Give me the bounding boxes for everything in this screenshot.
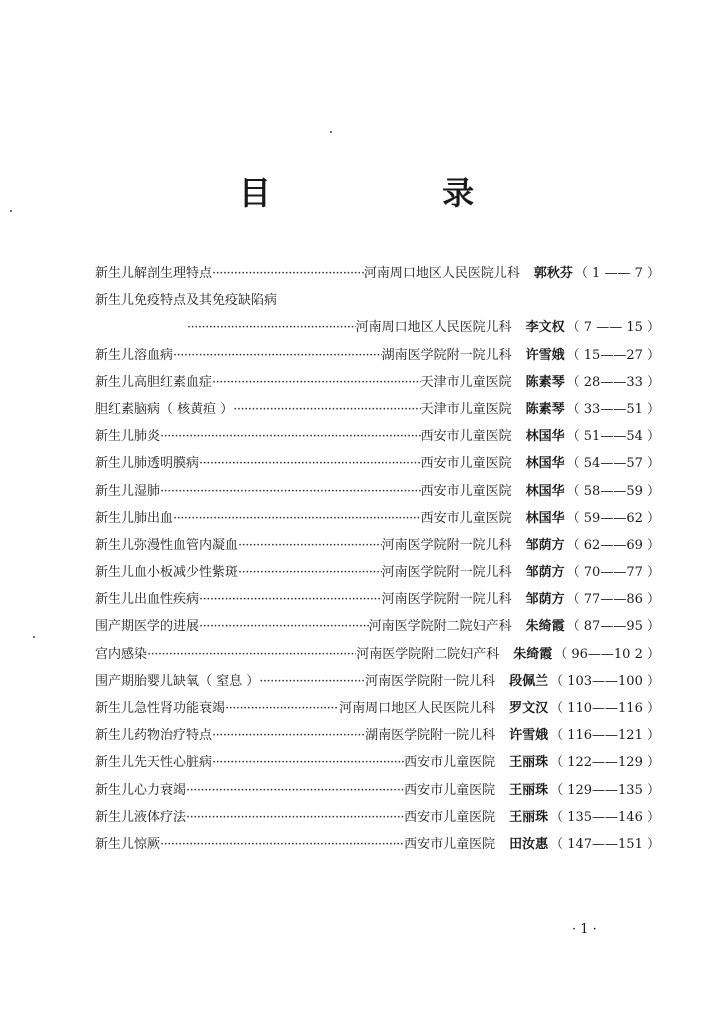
toc-entry xyxy=(95,615,660,642)
entry-author: 李文权 xyxy=(525,320,565,336)
dot-leader xyxy=(238,538,382,553)
dot-leader xyxy=(173,348,382,363)
entry-author: 田汝惠 xyxy=(509,836,549,852)
entry-institution: 天津市儿童医院 xyxy=(420,374,512,390)
entry-author: 陈素琴 xyxy=(525,374,565,390)
entry-institution: 西安市儿童医院 xyxy=(404,836,496,852)
toc-entry xyxy=(95,262,660,289)
dot-leader xyxy=(225,701,339,716)
entry-author: 林国华 xyxy=(525,483,565,499)
dot-leader xyxy=(186,810,404,825)
toc-entry xyxy=(95,534,660,561)
dot-leader xyxy=(259,674,365,689)
entry-author: 林国华 xyxy=(525,429,565,445)
entry-institution: 西安市儿童医院 xyxy=(420,483,512,499)
toc-entry xyxy=(95,371,660,398)
toc-entry xyxy=(95,344,660,371)
entry-title: 新生儿免疫特点及其免疫缺陷病 xyxy=(95,293,278,309)
toc-entry xyxy=(95,425,660,452)
entry-title: 新生儿药物治疗特点 xyxy=(95,728,213,744)
dot-leader xyxy=(147,647,356,662)
entry-title: 新生儿高胆红素血症 xyxy=(95,374,213,390)
entry-pages: （ 116——121 ） xyxy=(550,728,660,744)
toc-entry xyxy=(95,588,660,615)
entry-pages: （ 147——151 ） xyxy=(550,836,660,852)
entry-title: 新生儿液体疗法 xyxy=(95,809,187,825)
entry-institution: 湖南医学院附一院儿科 xyxy=(365,728,496,744)
toc-entry xyxy=(95,398,660,425)
dot-leader xyxy=(238,565,382,580)
dot-leader xyxy=(186,783,404,798)
entry-pages: （ 135——146 ） xyxy=(550,809,660,825)
dot-leader xyxy=(199,592,382,607)
entry-institution: 天津市儿童医院 xyxy=(420,401,512,417)
entry-author: 林国华 xyxy=(525,510,565,526)
toc-entry xyxy=(95,833,660,860)
entry-title: 新生儿解剖生理特点 xyxy=(95,266,213,281)
entry-institution: 河南周口地区人民医院儿科 xyxy=(363,266,520,281)
dot-leader xyxy=(199,619,369,634)
entry-pages: （ 15——27 ） xyxy=(566,347,660,363)
entry-author: 罗文汉 xyxy=(509,701,549,716)
entry-pages: （ 77——86 ） xyxy=(566,592,660,608)
entry-title: 新生儿肺出血 xyxy=(95,510,174,526)
entry-title: 宫内感染 xyxy=(95,646,148,662)
entry-pages: （ 58——59 ） xyxy=(566,483,660,499)
entry-author: 郭秋芬 xyxy=(533,266,573,281)
toc-entry xyxy=(95,316,660,343)
entry-institution: 西安市儿童医院 xyxy=(404,755,496,771)
entry-title: 新生儿血小板减少性紫斑 xyxy=(95,565,239,581)
entry-pages: （ 33——51 ） xyxy=(566,401,660,417)
dot-leader xyxy=(233,402,420,417)
entry-author: 段佩兰 xyxy=(509,673,549,689)
toc-entry xyxy=(95,724,660,751)
entry-title: 新生儿心力衰竭 xyxy=(95,782,187,798)
entry-institution: 河南医学院附二院妇产科 xyxy=(368,619,512,635)
toc-entry xyxy=(95,480,660,507)
entry-title: 新生儿惊厥 xyxy=(95,836,161,852)
entry-institution: 西安市儿童医院 xyxy=(404,809,496,825)
entry-author: 林国华 xyxy=(525,456,565,472)
entry-title: 新生儿急性肾功能衰竭 xyxy=(95,701,226,716)
entry-pages: （ 1 —— 7 ） xyxy=(574,266,660,281)
dot-leader xyxy=(212,728,365,743)
entry-pages: （ 28——33 ） xyxy=(566,374,660,390)
toc-entry xyxy=(95,806,660,833)
entry-institution: 西安市儿童医院 xyxy=(420,510,512,526)
toc-entry xyxy=(95,561,660,588)
entry-author: 陈素琴 xyxy=(525,401,565,417)
entry-author: 王丽珠 xyxy=(509,809,549,825)
scan-speck xyxy=(10,210,12,212)
entry-pages: （ 129——135 ） xyxy=(550,782,660,798)
toc-entry xyxy=(95,751,660,778)
entry-institution: 河南医学院附一院儿科 xyxy=(381,565,512,581)
entry-institution: 河南周口地区人民医院儿科 xyxy=(355,320,512,336)
dot-leader xyxy=(212,375,421,390)
entry-author: 许雪娥 xyxy=(509,728,549,744)
toc-entry xyxy=(95,779,660,806)
dot-leader xyxy=(187,320,356,335)
toc-entry xyxy=(95,643,660,670)
entry-title: 胆红素脑病（ 核黄疸 ） xyxy=(95,401,234,417)
entry-pages: （ 62——69 ） xyxy=(566,537,660,553)
entry-pages: （ 110——116 ） xyxy=(550,701,660,716)
entry-pages: （ 103——100 ） xyxy=(550,673,660,689)
dot-leader xyxy=(199,456,421,471)
entry-author: 王丽珠 xyxy=(509,755,549,771)
scan-speck xyxy=(330,131,332,133)
toc-entry xyxy=(95,289,660,316)
table-of-contents xyxy=(95,262,660,860)
entry-title: 围产期胎婴儿缺氧（ 窒息 ） xyxy=(95,673,260,689)
entry-institution: 河南医学院附二院妇产科 xyxy=(356,646,500,662)
entry-pages: （ 59——62 ） xyxy=(566,510,660,526)
entry-institution: 河南周口地区人民医院儿科 xyxy=(339,701,496,716)
entry-pages: （ 7 —— 15 ） xyxy=(566,320,660,336)
entry-institution: 西安市儿童医院 xyxy=(404,782,496,798)
entry-pages: （ 122——129 ） xyxy=(550,755,660,771)
entry-author: 朱绮霞 xyxy=(513,646,553,662)
dot-leader xyxy=(212,266,364,281)
entry-author: 朱绮霞 xyxy=(525,619,565,635)
entry-institution: 西安市儿童医院 xyxy=(420,429,512,445)
entry-institution: 湖南医学院附一院儿科 xyxy=(381,347,512,363)
entry-pages: （ 96——10 2 ） xyxy=(554,646,660,662)
entry-title: 新生儿先天性心脏病 xyxy=(95,755,213,771)
entry-institution: 河南医学院附一院儿科 xyxy=(365,673,496,689)
entry-title: 新生儿肺炎 xyxy=(95,429,161,445)
entry-pages: （ 54——57 ） xyxy=(566,456,660,472)
entry-author: 邹荫方 xyxy=(525,565,565,581)
entry-title: 新生儿出血性疾病 xyxy=(95,592,200,608)
entry-author: 邹荫方 xyxy=(525,537,565,553)
entry-title: 围产期医学的进展 xyxy=(95,619,200,635)
entry-pages: （ 51——54 ） xyxy=(566,429,660,445)
dot-leader xyxy=(160,429,421,444)
toc-entry xyxy=(95,670,660,697)
entry-title: 新生儿弥漫性血管内凝血 xyxy=(95,537,239,553)
entry-institution: 河南医学院附一院儿科 xyxy=(381,592,512,608)
entry-title: 新生儿肺透明膜病 xyxy=(95,456,200,472)
toc-entry xyxy=(95,452,660,479)
entry-author: 许雪娥 xyxy=(525,347,565,363)
entry-author: 邹荫方 xyxy=(525,592,565,608)
toc-entry xyxy=(95,507,660,534)
scan-speck xyxy=(33,636,35,638)
dot-leader xyxy=(173,511,421,526)
entry-pages: （ 87——95 ） xyxy=(566,619,660,635)
dot-leader xyxy=(160,837,404,852)
page-number: · 1 · xyxy=(572,922,597,937)
entry-institution: 西安市儿童医院 xyxy=(420,456,512,472)
entry-institution: 河南医学院附一院儿科 xyxy=(381,537,512,553)
entry-title: 新生儿湿肺 xyxy=(95,483,161,499)
toc-entry xyxy=(95,697,660,724)
entry-author: 王丽珠 xyxy=(509,782,549,798)
entry-pages: （ 70——77 ） xyxy=(566,565,660,581)
page-title: 目 录 xyxy=(238,174,555,212)
dot-leader xyxy=(160,484,421,499)
entry-title: 新生儿溶血病 xyxy=(95,347,174,363)
dot-leader xyxy=(212,755,404,770)
